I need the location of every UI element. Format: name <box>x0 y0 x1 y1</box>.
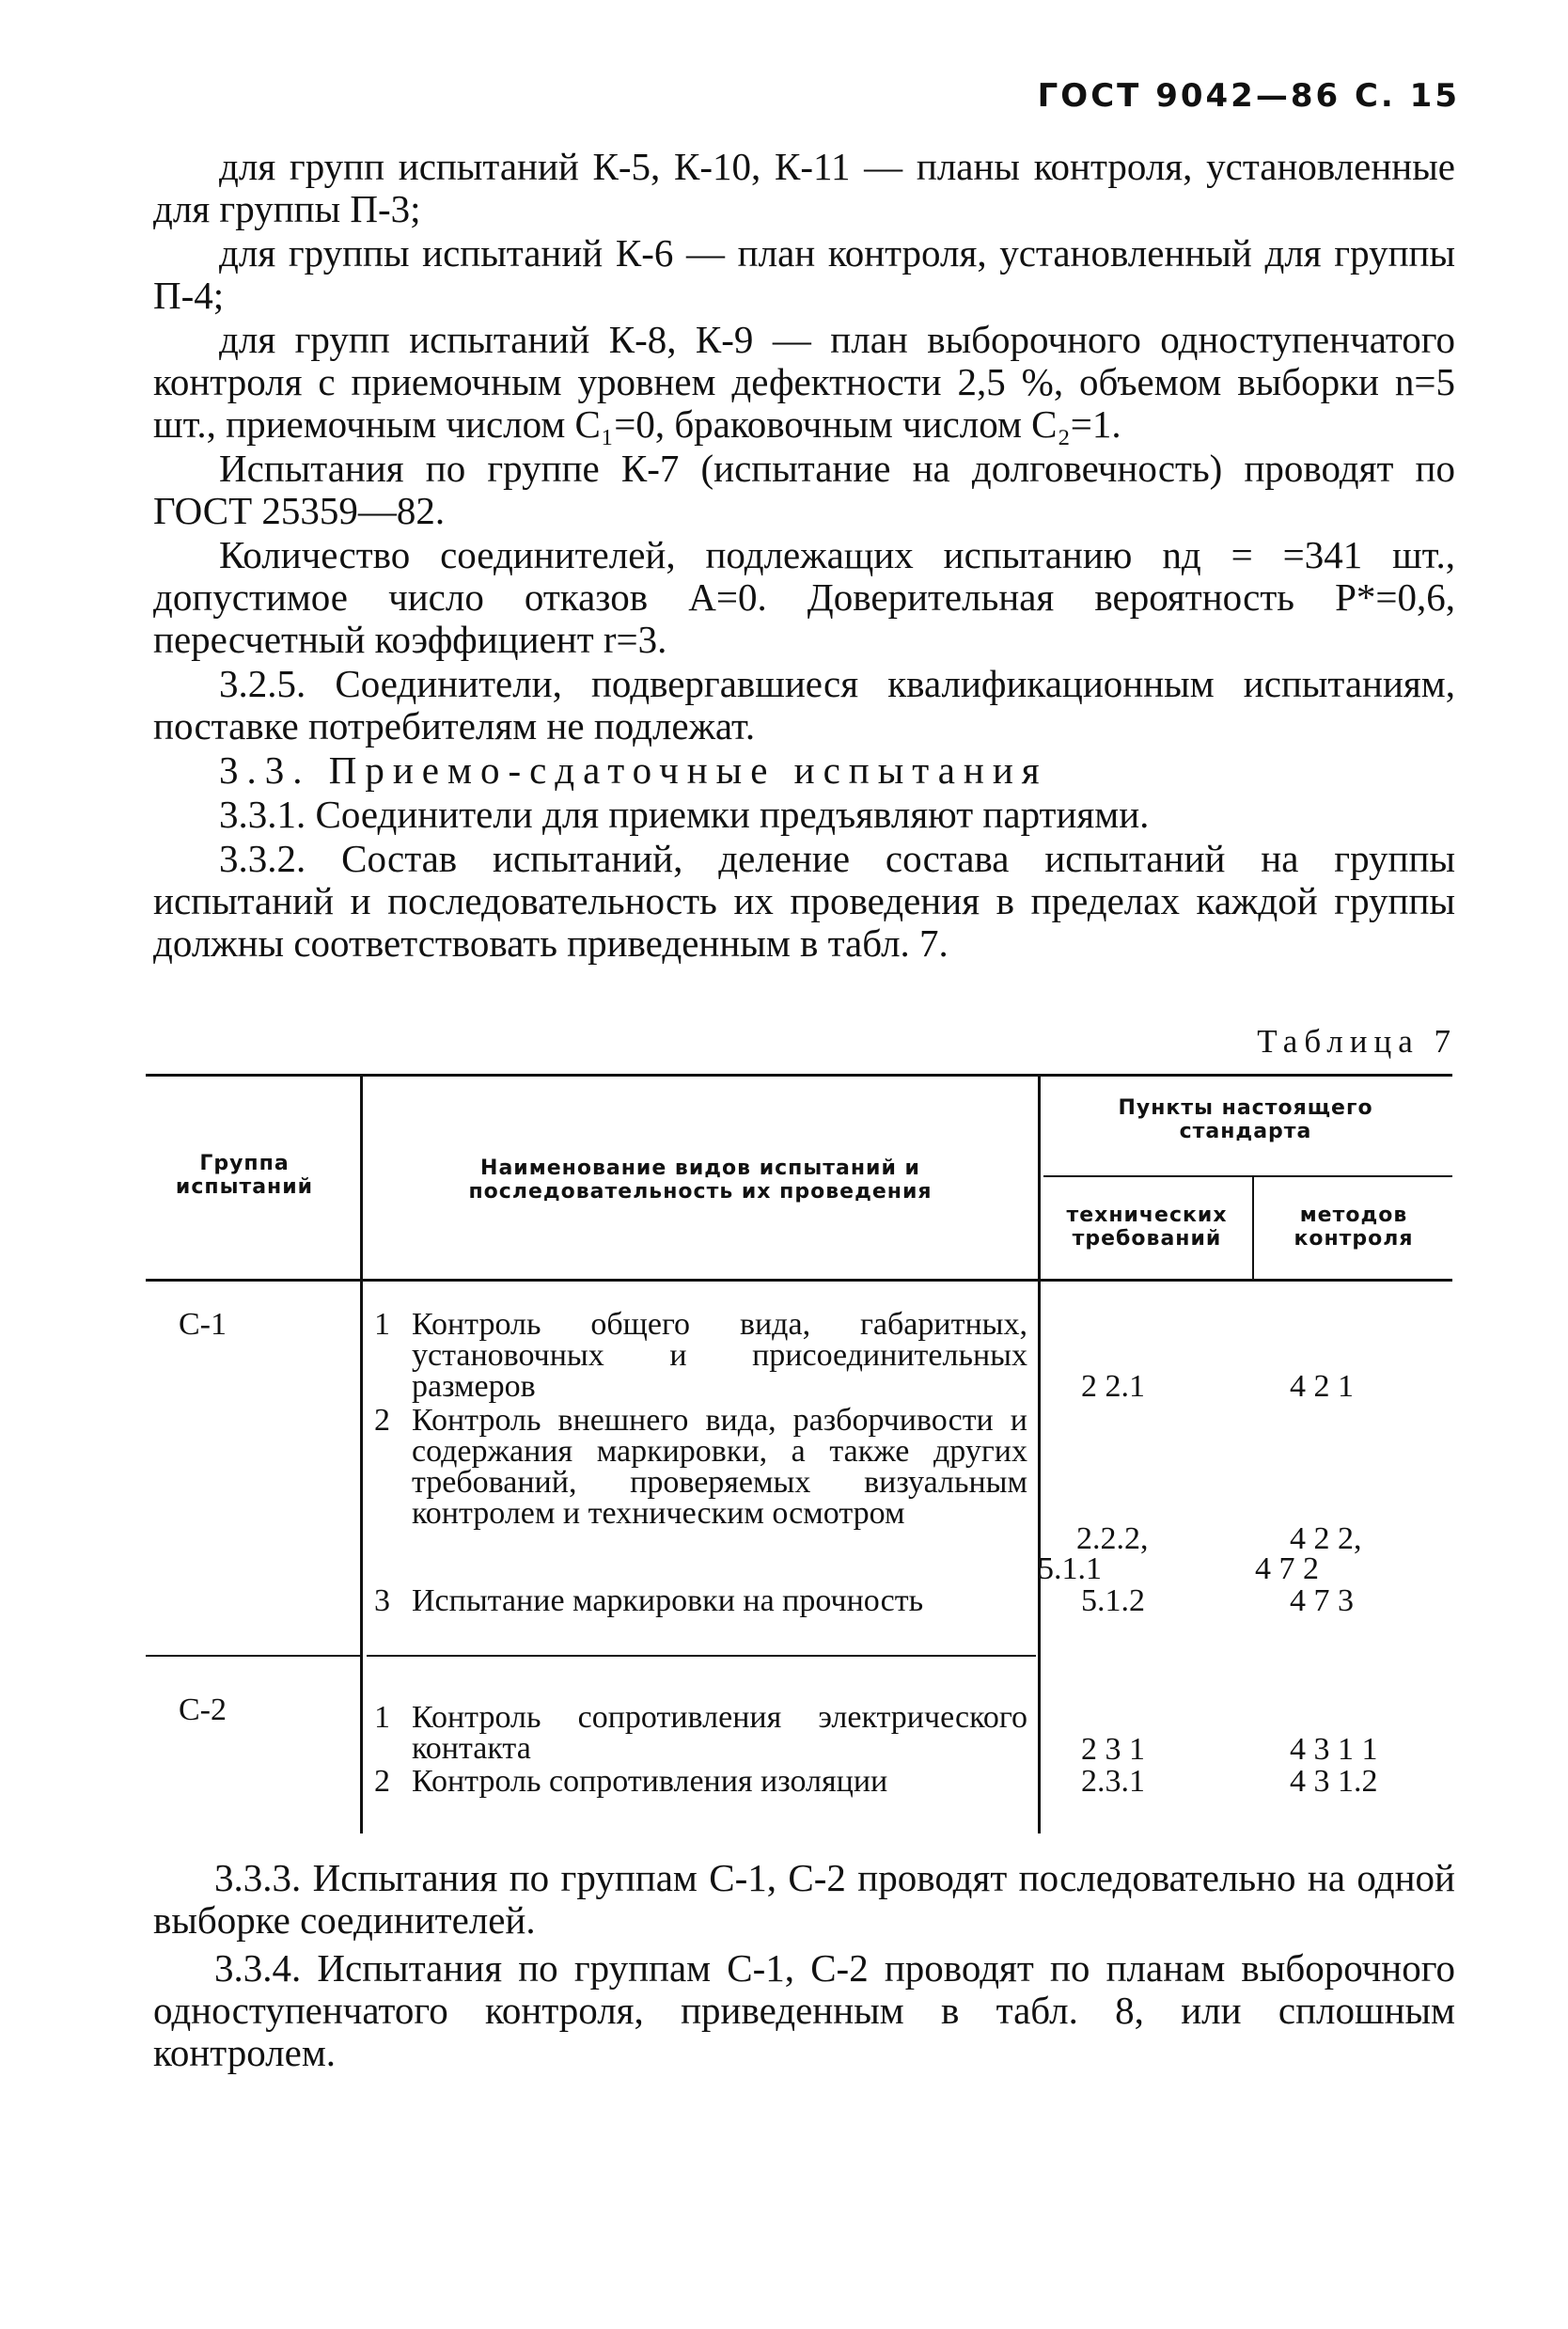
column-header-tech: технических требований <box>1066 1204 1228 1251</box>
paragraph: 3.3.2. Состав испытаний, деление состава испытаний на группы испытаний и последовательность их проведения в пределах каждой группы должны соответствовать приведенным в табл. 7. <box>153 837 1455 965</box>
test-description: Контроль сопротивления электрического контакта <box>412 1700 1027 1766</box>
method-clause: 4 2 1 <box>1290 1369 1354 1404</box>
table-group-divider <box>146 1655 362 1657</box>
section-heading: 3.3. Приемо-сдаточные испытания <box>219 748 1048 792</box>
test-description: Контроль сопротивления изоляции <box>412 1764 888 1799</box>
group-id: С-1 <box>179 1307 227 1342</box>
column-header-name: Наименование видов испытаний и последовательность их проведения <box>468 1157 933 1204</box>
paragraph: для групп испытаний К-5, К-10, К-11 — планы контроля, установленные для группы П-3; <box>153 145 1455 230</box>
table-caption: Таблица 7 <box>1257 1023 1457 1060</box>
method-clause: 4 7 3 <box>1290 1583 1354 1618</box>
table-column-rule <box>1252 1177 1254 1279</box>
table-column-rule <box>360 1074 363 1833</box>
paragraph: для групп испытаний К-8, К-9 — план выборочного одноступенчатого контроля с приемочным уровнем дефектности 2,5 %, объемом выборки n=5 шт., приемочным числом C₁=0, браковочным числом C₂=1. <box>153 318 1455 446</box>
paragraph: 3.3.3. Испытания по группам С-1, С-2 проводят последовательно на одной выборке соединителей. <box>153 1856 1455 1942</box>
body-text <box>153 146 1455 967</box>
test-number: 1 <box>374 1700 390 1735</box>
tech-clause: 2.3.1 <box>1081 1764 1145 1799</box>
paragraph: 3.2.5. Соединители, подвергавшиеся квалификационным испытаниям, поставке потребителям не подлежат. <box>153 662 1455 747</box>
method-clause: 4 3 1 1 <box>1290 1732 1378 1767</box>
test-number: 3 <box>374 1583 390 1618</box>
paragraph: для группы испытаний К-6 — план контроля, установленный для группы П-4; <box>153 231 1455 317</box>
table-header-rule <box>146 1279 1452 1282</box>
column-header-group: Группа испытаний <box>175 1152 314 1199</box>
after-table-text <box>153 1857 1455 2080</box>
table-subheader-rule <box>1043 1175 1452 1177</box>
paragraph: 3.3.1. Соединители для приемки предъявляют партиями. <box>219 793 1150 836</box>
test-description: Контроль общего вида, габаритных, установочных и присоединительных размеров <box>412 1307 1027 1404</box>
test-description: Испытание маркировки на прочность <box>412 1583 924 1618</box>
group-id: С-2 <box>179 1692 227 1727</box>
tech-clause: 2 2.1 <box>1081 1369 1145 1404</box>
tech-clause: 5.1.2 <box>1081 1583 1145 1618</box>
method-clause: 4 3 1.2 <box>1290 1764 1378 1799</box>
paragraph: Количество соединителей, подлежащих испытанию nд = =341 шт., допустимое число отказов A=0. Доверительная вероятность P*=0,6, пересчетный коэффициент r=3. <box>153 533 1455 661</box>
column-header-methods: методов контроля <box>1294 1204 1414 1251</box>
test-description: Контроль внешнего вида, разборчивости и содержания маркировки, а также других требований, проверяемых визуальным контролем и техническим осмотром <box>412 1403 1027 1531</box>
method-clause: 4 7 2 <box>1255 1551 1319 1586</box>
method-clause: 4 2 2, <box>1290 1521 1362 1556</box>
column-header-clauses: Пункты настоящего стандарта <box>1118 1096 1373 1143</box>
table-top-rule <box>146 1074 1452 1077</box>
tech-clause: 5.1.1 <box>1038 1551 1102 1586</box>
test-number: 2 <box>374 1764 390 1799</box>
tech-clause: 2 3 1 <box>1081 1732 1145 1767</box>
test-number: 1 <box>374 1307 390 1342</box>
table-group-divider <box>367 1655 1036 1657</box>
paragraph: Испытания по группе К-7 (испытание на долговечность) проводят по ГОСТ 25359—82. <box>153 447 1455 532</box>
table-column-rule <box>1038 1074 1041 1833</box>
tech-clause: 2.2.2, <box>1076 1521 1149 1556</box>
test-number: 2 <box>374 1403 390 1438</box>
page-header: ГОСТ 9042—86 С. 15 <box>1037 77 1460 115</box>
paragraph: 3.3.4. Испытания по группам С-1, С-2 проводят по планам выборочного одноступенчатого контроля, приведенным в табл. 8, или сплошным контролем. <box>153 1946 1455 2074</box>
